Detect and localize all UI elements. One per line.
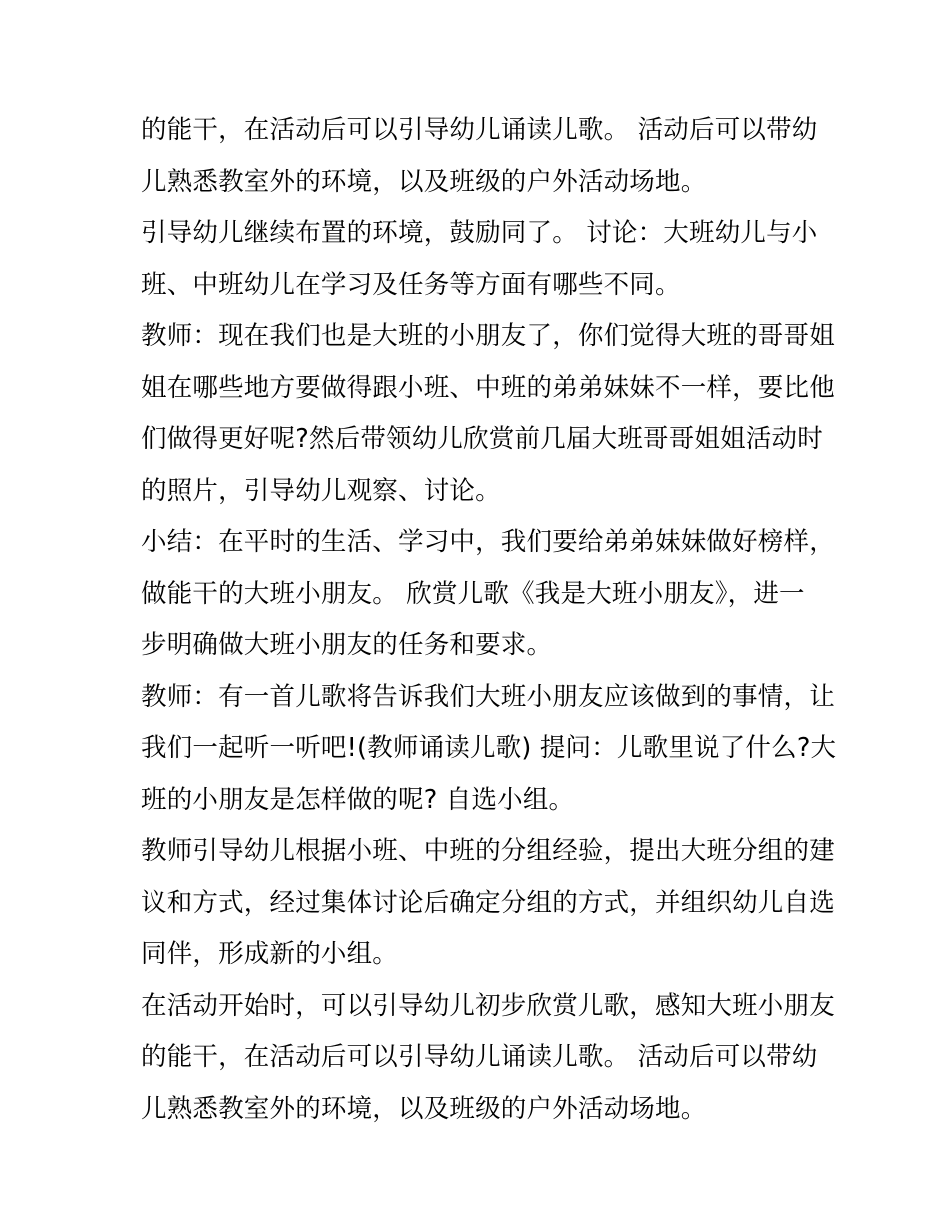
text-line: 引导幼儿继续布置的环境，鼓励同了。 讨论：大班幼儿与小 [141,218,818,248]
text-line: 儿熟悉教室外的环境，以及班级的户外活动场地。 [141,1093,707,1124]
text-line: 儿熟悉教室外的环境，以及班级的户外活动场地。 [141,166,707,197]
document-body [141,105,837,1135]
text-line: 的能干，在活动后可以引导幼儿诵读儿歌。 活动后可以带幼 [141,115,818,145]
text-line: 们做得更好呢?然后带领幼儿欣赏前几届大班哥哥姐姐活动时 [141,424,823,454]
text-line: 的照片，引导幼儿观察、讨论。 [141,475,501,506]
text-line: 教师：现在我们也是大班的小朋友了，你们觉得大班的哥哥姐 [141,321,835,351]
text-line: 教师引导幼儿根据小班、中班的分组经验，提出大班分组的建 [141,836,835,866]
text-line: 同伴，形成新的小组。 [141,939,399,969]
text-line: 做能干的大班小朋友。 欣赏儿歌《我是大班小朋友》，进一 [141,578,805,609]
text-line: 小结：在平时的生活、学习中，我们要给弟弟妹妹做好榜样， [141,527,835,557]
text-line: 姐在哪些地方要做得跟小班、中班的弟弟妹妹不一样，要比他 [141,372,835,403]
text-line: 议和方式，经过集体讨论后确定分组的方式，并组织幼儿自选 [141,887,835,918]
text-line: 在活动开始时，可以引导幼儿初步欣赏儿歌，感知大班小朋友 [141,990,835,1021]
text-line: 教师：有一首儿歌将告诉我们大班小朋友应该做到的事情，让 [141,681,835,712]
text-line: 我们一起听一听吧!(教师诵读儿歌) 提问：儿歌里说了什么?大 [141,733,837,763]
text-line: 步明确做大班小朋友的任务和要求。 [141,630,553,660]
text-line: 的能干，在活动后可以引导幼儿诵读儿歌。 活动后可以带幼 [141,1042,818,1072]
text-line: 班的小朋友是怎样做的呢? 自选小组。 [141,784,575,815]
text-line: 班、中班幼儿在学习及任务等方面有哪些不同。 [141,269,681,300]
